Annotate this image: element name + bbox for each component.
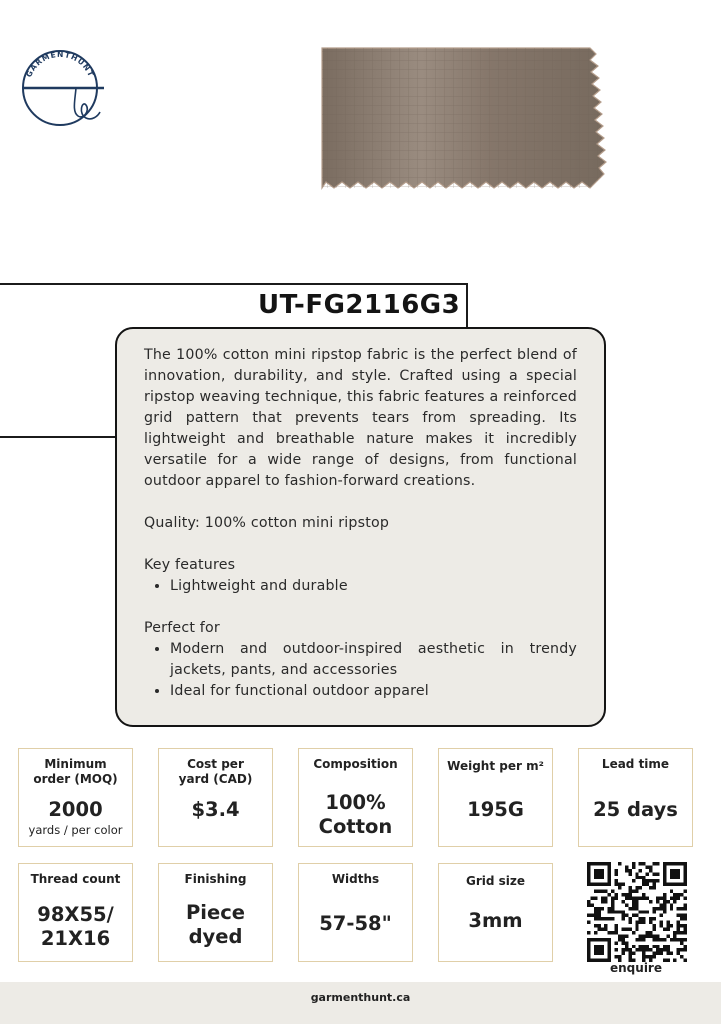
spec-label: Lead time — [601, 757, 670, 771]
spec-label: Finishing — [184, 872, 247, 886]
spec-label: Cost per yard (CAD) — [178, 757, 253, 786]
list-item: • Ideal for functional outdoor apparel — [170, 681, 577, 702]
key-features-list — [144, 576, 577, 597]
quality-line: Quality: 100% cotton mini ripstop — [144, 515, 390, 531]
spec-card-thread-count — [18, 863, 133, 962]
product-code: UT-FG2116G3 — [258, 290, 461, 320]
spec-value: 2000 — [48, 798, 103, 821]
website-link[interactable]: garmenthunt.ca — [310, 991, 411, 1004]
list-item: • Lightweight and durable — [170, 576, 577, 597]
spec-value: 100% Cotton — [318, 791, 393, 838]
list-item: • Modern and outdoor-inspired aesthetic in trendy jackets, pants, and accessories — [170, 639, 577, 681]
spec-value: 25 days — [593, 798, 678, 821]
spec-value: 57-58" — [319, 912, 392, 935]
fabric-swatch-image — [318, 42, 608, 194]
footer-bar — [0, 982, 721, 1024]
spec-card-grid-size — [438, 863, 553, 962]
spec-label: Widths — [331, 872, 380, 886]
spec-card-cost — [158, 748, 273, 847]
qr-caption: enquire — [610, 961, 662, 975]
spec-card-finishing — [158, 863, 273, 962]
spec-label: Weight per m² — [447, 759, 544, 773]
description-intro: The 100% cotton mini ripstop fabric is the perfect blend of innovation, durability, and style. Crafted using a special ripstop weaving technique, this fabric features a reinforced grid pattern that prevents tears from spreading. Its lightweight and breathable nature makes it incredibly versatile for a wide range of designs, from functional outdoor apparel to fashion-forward creations. — [144, 347, 577, 489]
spec-value: 3mm — [468, 909, 523, 932]
spec-value: 195G — [467, 798, 524, 821]
spec-label: Minimum order (MOQ) — [33, 757, 118, 786]
svg-text:GARMENTHUNT: GARMENTHUNT — [24, 49, 96, 79]
spec-card-lead-time — [578, 748, 693, 847]
spec-subtext: yards / per color — [28, 823, 123, 837]
spec-label: Composition — [313, 757, 398, 771]
spec-card-moq — [18, 748, 133, 847]
spec-card-weight — [438, 748, 553, 847]
qr-code[interactable] — [586, 862, 688, 962]
spec-value: Piece dyed — [186, 901, 245, 948]
garmenthunt-logo — [20, 48, 110, 128]
spec-value: $3.4 — [191, 798, 240, 821]
description-panel — [115, 327, 606, 727]
key-features-heading: Key features — [144, 557, 236, 573]
spec-value: 98X55/ 21X16 — [37, 903, 114, 950]
spec-card-widths — [298, 863, 413, 962]
perfect-for-heading: Perfect for — [144, 620, 220, 636]
spec-label: Grid size — [465, 874, 526, 888]
perfect-for-list — [144, 639, 577, 702]
spec-card-composition — [298, 748, 413, 847]
spec-label: Thread count — [30, 872, 121, 886]
